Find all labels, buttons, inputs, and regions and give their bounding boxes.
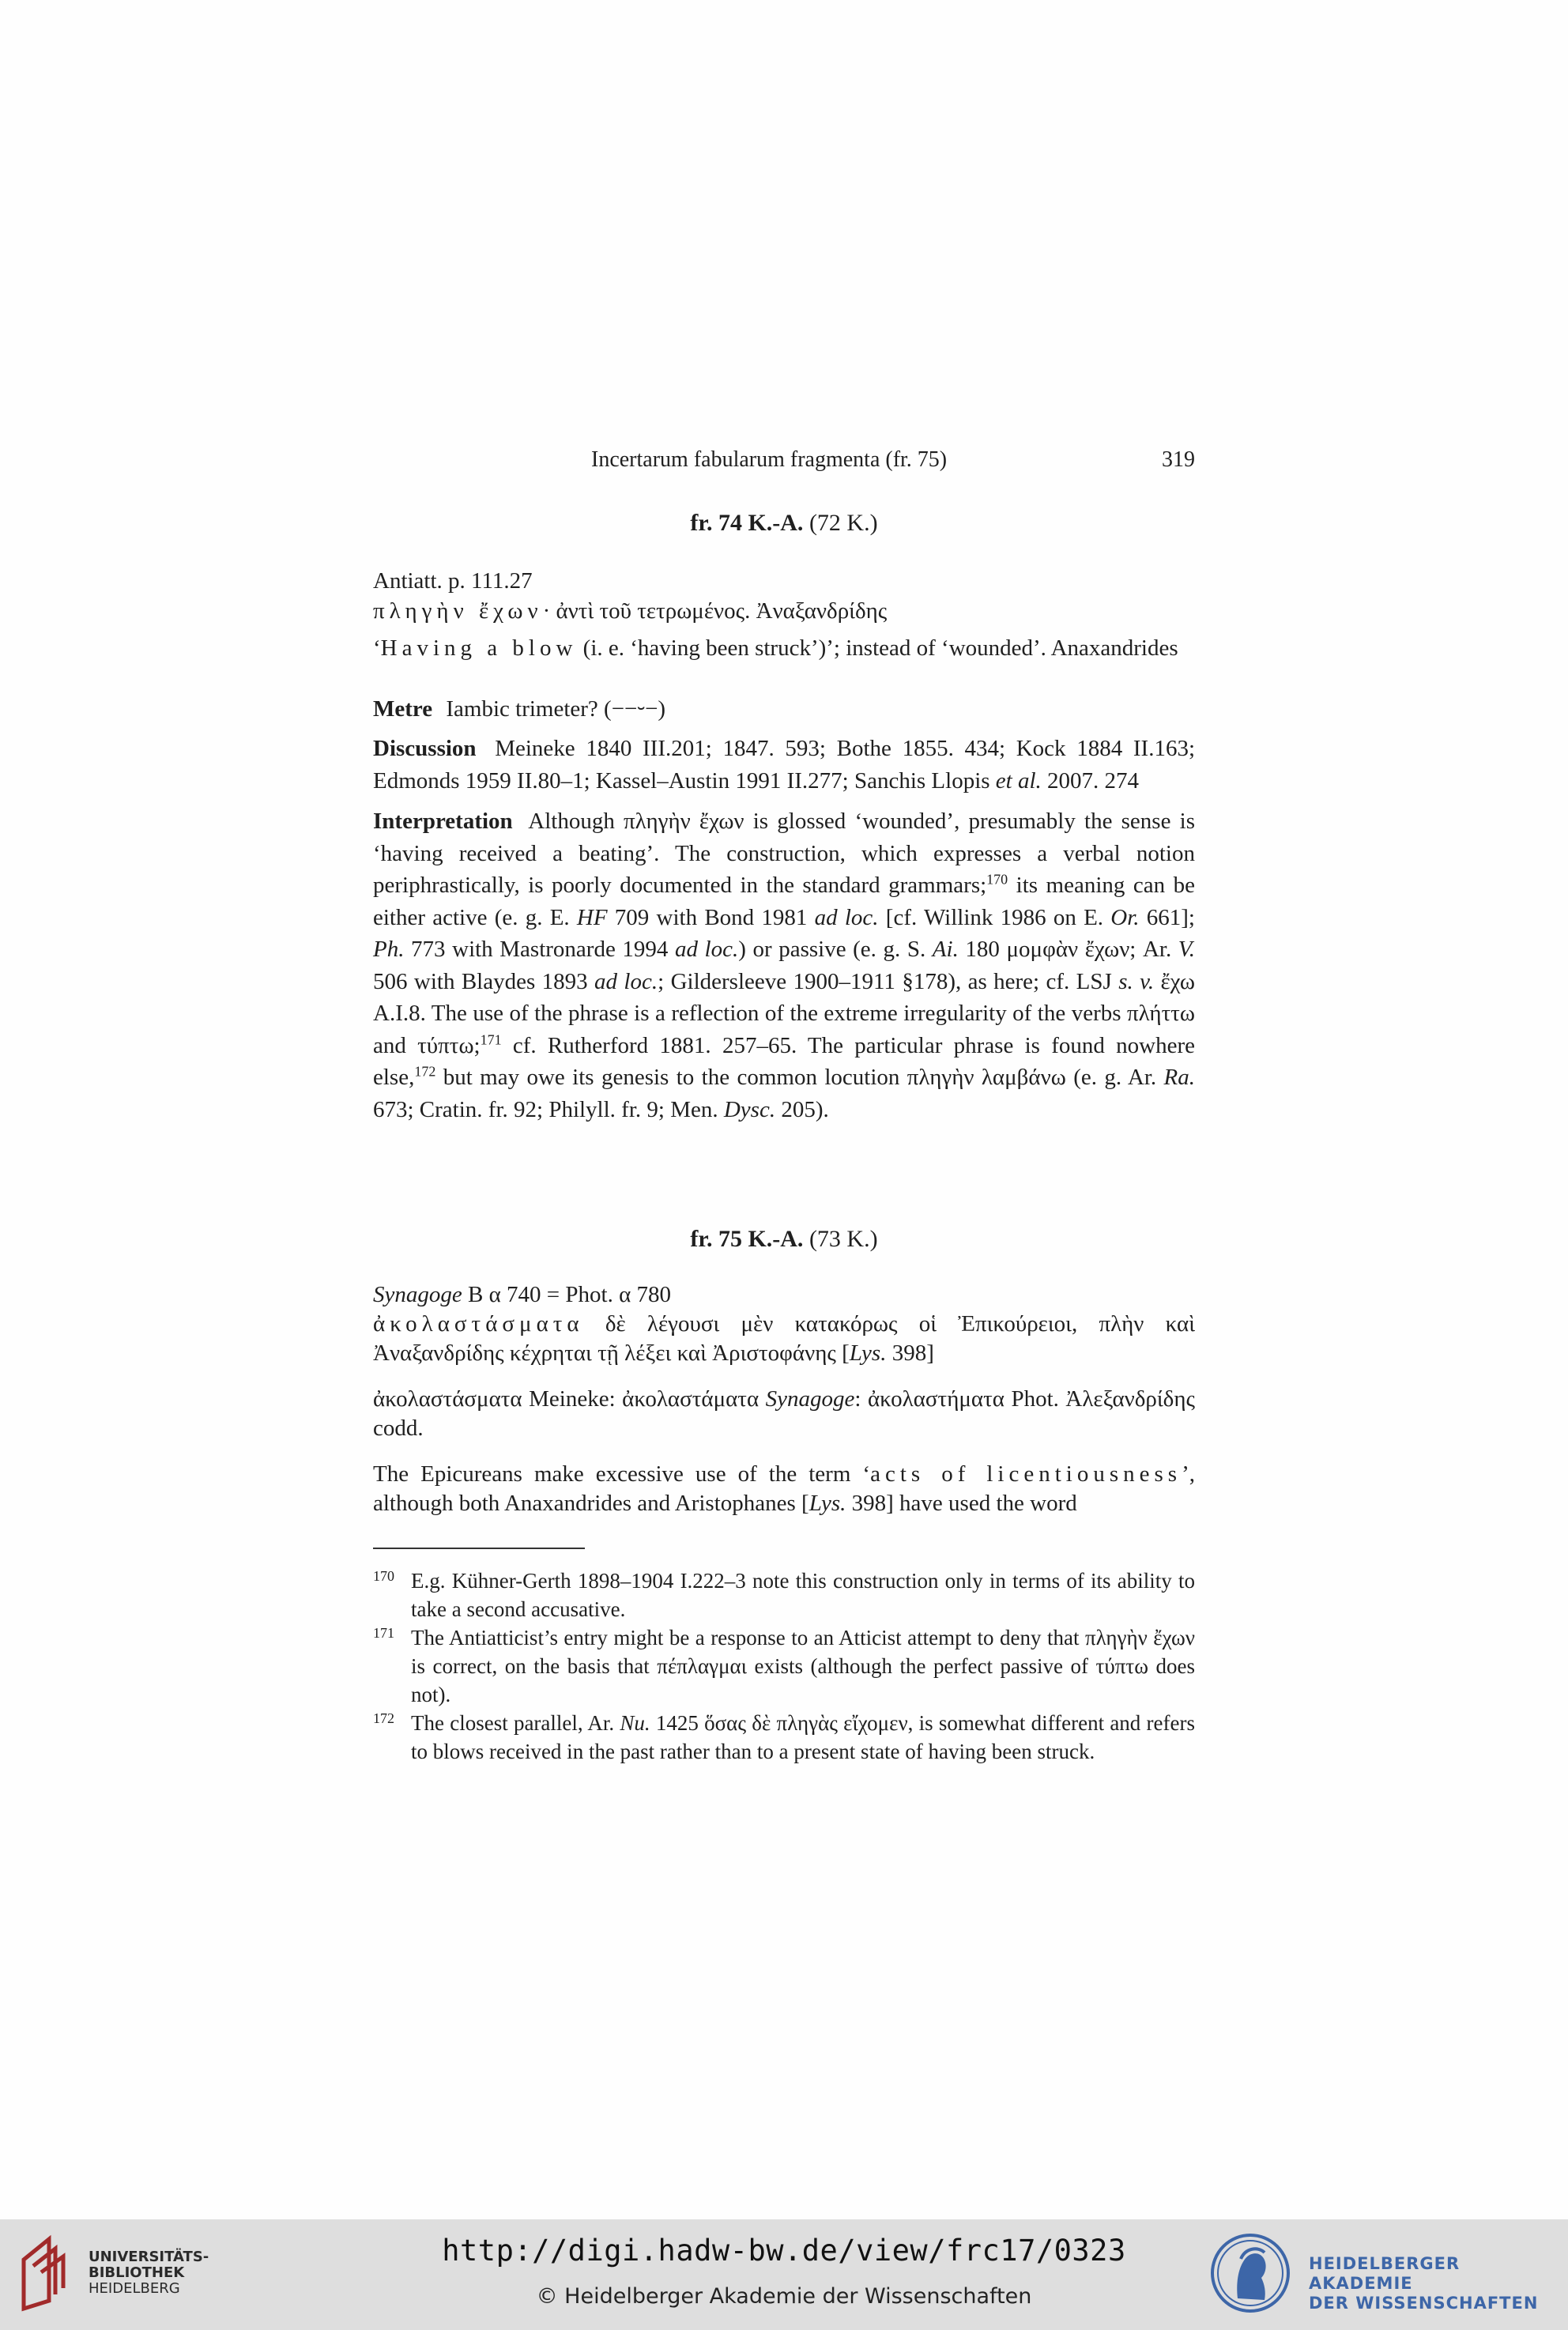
footnote-text	[411, 1709, 1195, 1766]
footnote-172	[373, 1709, 1195, 1766]
fragment-75-greek-text	[373, 1310, 1195, 1368]
discussion-text: Meineke 1840 III.201; 1847. 593; Bothe 1855. 434; Kock 1884 II.163; Edmonds 1959 II.80–1; Kassel–Austin 1991 II.277; Sanchis Llopis	[373, 736, 1195, 794]
discussion-section	[373, 733, 1195, 797]
interp-text: ) or passive (e. g. S.	[738, 937, 933, 962]
interp-italic: V.	[1178, 937, 1196, 962]
interp-italic: Dysc.	[723, 1096, 776, 1122]
footnote-170	[373, 1567, 1195, 1623]
footer-bar	[0, 2219, 1568, 2330]
fragment-75-source	[373, 1280, 1195, 1310]
interp-text: its meaning can be either active (e. g. E.	[373, 873, 1195, 930]
fragment-74-source: Antiatt. p. 111.27	[373, 568, 533, 594]
academy-line2: DER WISSENSCHAFTEN	[1309, 2294, 1539, 2313]
interp-text: cf. Rutherford 1881. 257–65. The particular phrase is found nowhere else,	[373, 1032, 1195, 1090]
apparatus-italic: Synagoge	[765, 1386, 855, 1412]
apparatus-text: ἀκολαστάσματα Meineke: ἀκολαστάματα	[373, 1386, 766, 1412]
academy-seal-icon[interactable]	[1209, 2229, 1291, 2317]
interp-italic: ad loc.	[594, 968, 658, 994]
fragment-74-heading	[373, 510, 1195, 537]
interp-text: ἔχω A.I.8. The use of the phrase is a reflection of the extreme irregularity of the verbs πλήττω and τύπτω;	[373, 968, 1195, 1058]
fragment-75-translation	[373, 1460, 1195, 1518]
interp-text: ; Gildersleeve 1900–1911 §178), as here; cf. LSJ	[658, 968, 1119, 994]
interp-italic: HF	[576, 904, 608, 930]
interp-text: 180 μομφὰν ἔχων; Ar.	[958, 937, 1178, 962]
interpretation-section	[373, 805, 1195, 1125]
translation-rest: (i. e. ‘having been struck’)’; instead of ‘wounded’. Anaxandrides	[577, 635, 1178, 661]
source-text: B α 740 = Phot. α 780	[462, 1282, 672, 1307]
footnote-separator	[373, 1548, 585, 1549]
translation-text-end: 398] have used the word	[846, 1491, 1077, 1516]
interp-italic: Ph.	[373, 937, 405, 962]
fragment-74-translation	[373, 632, 1195, 665]
ub-line2: BIBLIOTHEK	[89, 2264, 185, 2281]
fragment-75-source-block	[373, 1280, 1195, 1368]
interp-text: 709 with Bond 1981	[607, 904, 815, 930]
interp-text: 661];	[1139, 904, 1195, 930]
academy-name	[1309, 2254, 1568, 2313]
greek-italic: Lys.	[849, 1340, 887, 1366]
footnote-number: 170	[373, 1568, 394, 1584]
running-head	[373, 447, 1195, 479]
translation-text: The Epicureans make excessive use of the term ‘	[373, 1461, 871, 1487]
ub-line3: HEIDELBERG	[89, 2280, 180, 2297]
translation-italic: Lys.	[808, 1491, 846, 1516]
footnote-italic: Nu.	[620, 1711, 650, 1735]
interp-italic: Ai.	[932, 937, 959, 962]
quote-mark: ‘	[373, 635, 381, 661]
footnote-ref-171[interactable]: 171	[480, 1031, 502, 1047]
footnote-text: E.g. Kühner-Gerth 1898–1904 I.222–3 note this construction only in terms of its ability to take a second accusative.	[411, 1569, 1195, 1621]
interp-italic: ad loc.	[814, 904, 879, 930]
apparatus-text-end: : ἀκολαστήματα Phot. Ἀλεξανδρίδης codd.	[373, 1386, 1195, 1441]
fragment-74-source-block	[373, 566, 1195, 626]
discussion-label: Discussion	[373, 736, 477, 761]
fragment-75-kock-number: (73 K.)	[808, 1226, 878, 1252]
translation-lemma: Having a blow	[380, 635, 578, 661]
footnote-text-part: 1425 ὅσας δὲ πληγὰς εἴχομεν, is somewhat different and refers to blows received in the past rather than to a present state of having been struck.	[411, 1711, 1195, 1763]
fragment-74-greek-gloss: · ἀντὶ τοῦ τετρωμένος. Ἀναξανδρίδης	[542, 598, 888, 624]
metre-text: Iambic trimeter? (−−⏑−)	[446, 696, 666, 722]
translation-text: ’, although both Anaxandrides and Aristophanes [	[373, 1461, 1195, 1516]
footnote-ref-170[interactable]: 170	[986, 871, 1008, 888]
footnote-171	[373, 1623, 1195, 1709]
apparatus-criticus	[373, 1385, 1195, 1443]
footnote-text-part: The closest parallel, Ar.	[411, 1711, 620, 1735]
fragment-75-greek-lemma: ἀκολαστάσματα	[373, 1311, 584, 1337]
interp-text: Although πληγὴν ἔχων is glossed ‘wounded’, presumably the sense is ‘having received a beating’. The construction, which expresses a verbal notion periphrastically, is poorly documented in the standard grammars;	[373, 809, 1195, 898]
interpretation-label: Interpretation	[373, 809, 513, 834]
interp-text: 506 with Blaydes 1893	[373, 968, 595, 994]
page-number: 319	[1162, 447, 1195, 472]
source-italic: Synagoge	[373, 1282, 462, 1307]
greek-text: δὲ λέγουσι μὲν κατακόρως οἱ Ἐπικούρειοι, πλὴν καὶ Ἀναξανδρίδης κέχρηται τῇ λέξει καὶ Ἀριστοφάνης [	[373, 1311, 1195, 1366]
discussion-etal: et al.	[995, 767, 1042, 794]
interp-italic: Or.	[1110, 904, 1140, 930]
interp-text: [cf. Willink 1986 on E.	[878, 904, 1111, 930]
fragment-75-number: fr. 75 K.-A.	[690, 1226, 804, 1252]
fragment-74-kock-number: (72 K.)	[808, 510, 878, 536]
translation-lemma: acts of licentiousness	[870, 1461, 1182, 1487]
ub-line1: UNIVERSITÄTS-	[89, 2249, 209, 2265]
footnote-number: 172	[373, 1710, 394, 1726]
academy-line1: HEIDELBERGER AKADEMIE	[1309, 2254, 1461, 2293]
interp-italic: ad loc.	[674, 937, 739, 962]
fragment-74-number: fr. 74 K.-A.	[690, 510, 804, 536]
interp-text: 673; Cratin. fr. 92; Philyll. fr. 9; Men.	[373, 1096, 724, 1122]
fragment-74-greek-lemma: πληγὴν ἔχων	[373, 598, 543, 624]
footnote-ref-172[interactable]: 172	[414, 1063, 436, 1080]
page-url-link[interactable]: http://digi.hadw-bw.de/view/frc17/0323	[442, 2234, 1126, 2268]
interp-text: but may owe its genesis to the common locution πληγὴν λαμβάνω (e. g. Ar.	[435, 1065, 1164, 1090]
interp-text: 205).	[775, 1096, 829, 1122]
metre-section	[373, 693, 1195, 726]
interp-text: 773 with Mastronarde 1994	[404, 937, 675, 962]
footnote-number: 171	[373, 1625, 394, 1641]
footnote-text: The Antiatticist’s entry might be a response to an Atticist attempt to deny that πληγὴν ἔχων is correct, on the basis that πέπλαγμαι exists (although the perfect passive of τύπτω does not).	[411, 1626, 1195, 1706]
fragment-74-greek-text	[373, 596, 1195, 626]
discussion-text-end: 2007. 274	[1041, 767, 1140, 794]
greek-text-end: 398]	[886, 1340, 934, 1366]
copyright-notice: © Heidelberger Akademie der Wissenschaften	[536, 2284, 1032, 2309]
interp-italic: s. v.	[1118, 968, 1155, 994]
fragment-75-heading	[373, 1226, 1195, 1253]
metre-label: Metre	[373, 696, 433, 722]
running-head-title: Incertarum fabularum fragmenta (fr. 75)	[591, 447, 948, 472]
interp-italic: Ra.	[1163, 1065, 1195, 1090]
